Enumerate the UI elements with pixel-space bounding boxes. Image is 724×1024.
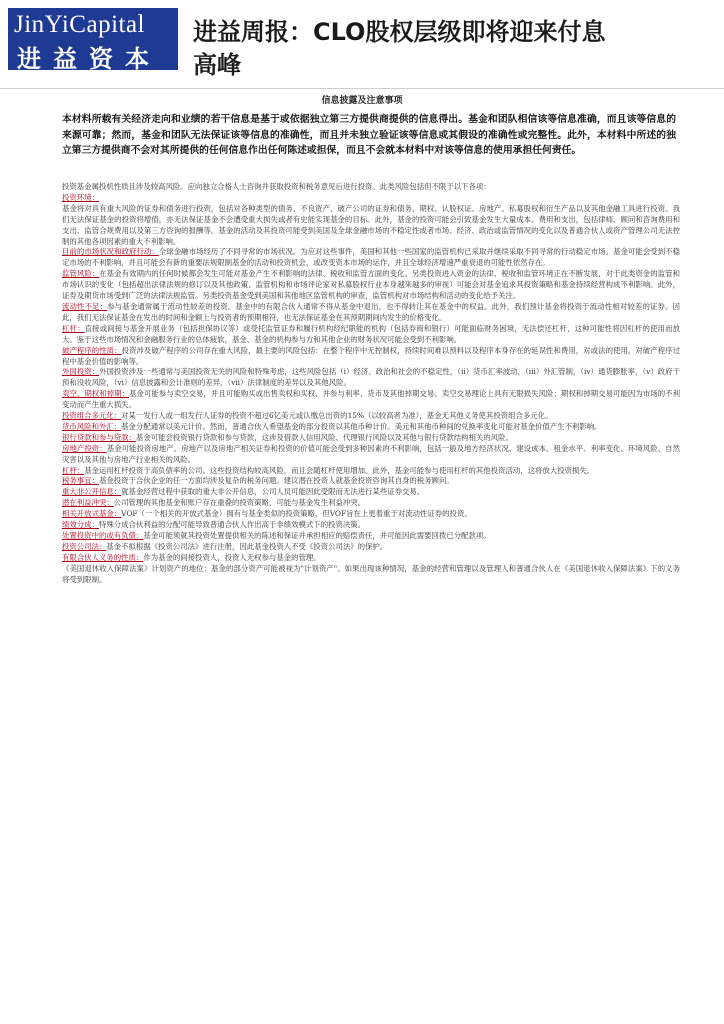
paragraph-heading: 税务事宜： bbox=[62, 476, 99, 486]
paragraph-heading: 杠杆： bbox=[62, 323, 85, 333]
disclosure-paragraph bbox=[62, 542, 680, 553]
paragraph-heading: 投资组合多元化： bbox=[62, 411, 122, 421]
paragraph-text: 基金将对具有重大风险的证券和债务进行投资，包括对各种类型的债务、不良资产、破产公司的证券和债务、期权、认股权证、房地产、私募股权和衍生产品以及其他金融工具进行投资。我们无法保证基金的投资将增值，亦无法保证基金不会遭受重大损失或者有史能实现基金的目标。此外，基金的投资可能会引致基金发生大量成本、费用和支出，包括律师、顾问和咨询费用和支出、监管合规费用以及第三方咨询的报酬等。基金的活动及其投资可能受到美国及全球金融市场的不稳定性或者市场、经济、政治或监管情况的变化以及普通合伙人或资产管理公司无法控制的其他各项因素的重大不利影响。 bbox=[62, 203, 680, 246]
logo-english-name: JinYiCapital bbox=[14, 11, 145, 38]
paragraph-heading: 投资环境： bbox=[62, 192, 99, 202]
paragraph-text: 就基金经营过程中获取的重大非公开信息，公司人员可能因此受限而无法进行某些证券交易。 bbox=[121, 487, 425, 497]
paragraph-heading: 处置投资中的或有负债： bbox=[62, 531, 144, 540]
paragraph-heading: 银行贷款和参与贷款： bbox=[62, 432, 136, 442]
disclosure-paragraph bbox=[62, 367, 680, 389]
disclosure-paragraph bbox=[62, 487, 680, 498]
paragraph-text: 投资基金属投机性质且涉及较高风险。应向独立合格人士咨询并获取投资和税务意见后进行投资。此类风险包括但不限于以下各项： bbox=[62, 182, 491, 191]
paragraph-text: 在基金有效期内的任何时候都会发生可能对基金产生不利影响的法律、税收和监管方面的变化。另类投资进入资金的法律、税收和监管环境正在不断发展，对于此类资金的监管和市场认识的变化（包括超出法律法规的修订以及其他政策、监管机构和市场评论家对私募股权行业本身越来越多的审视）可能会对基金追求其投资策略和基金持续经营构成不利影响。此外，证券及期货市场受到广泛的法律法规监管。另类投资基金受到美国和其他地区监管机构的审查，监管机构对市场结构和活动的变化给予关注。 bbox=[62, 269, 680, 301]
paragraph-text: 基金可能参与卖空交易，并且可能购买或出售卖权和买权，并参与利率、货币及其他掉期交易。卖空交易理论上具有无限损失风险；期权和掉期交易可能因为市场的不利变动而产生重大损失。 bbox=[62, 389, 680, 410]
paragraph-heading: 相关开放式基金： bbox=[62, 509, 122, 519]
paragraph-heading: 杠杆： bbox=[62, 465, 85, 475]
paragraph-text: 基金可能须就其投资处置提供相关的陈述和保证并承担相应的赔偿责任，并可能因此需要回拨已分配款项。 bbox=[143, 531, 491, 540]
disclosure-paragraph bbox=[62, 204, 680, 248]
disclosure-paragraph bbox=[62, 269, 680, 302]
paragraph-text: 基金不拟根据《投资公司法》进行注册，因此基金投资人不受《投资公司法》的保护。 bbox=[106, 541, 388, 551]
paragraph-heading: 房地产投资： bbox=[62, 443, 107, 453]
paragraph-text: 直接或间接与基金开展业务（包括担保协议等）或受托监管证券和履行机构经纪职能的机构（包括券商和银行）可能面临财务困境，无法偿还杠杆，这种可能性将因杠杆的使用而放大。鉴于这些市场情况和金融服务行业的总体疲软，基金、基金的机构参与方和其他企业的财务状况可能会受到不利影响。 bbox=[62, 323, 680, 344]
paragraph-text: 《美国退休收入保障法案》计划资产的地位：基金的部分资产可能被视为"计划资产"。如果出现该种情况，基金的经营和管理以及管理人和普通合伙人在《美国退休收入保障法案》下的义务将受到限制。 bbox=[62, 563, 680, 584]
paragraph-text: 作为基金的间接投资人，投资人无权参与基金的管理。 bbox=[143, 552, 321, 562]
paragraph-heading: 重大非公开信息： bbox=[62, 487, 122, 497]
section-title: 信息披露及注意事项 bbox=[321, 96, 403, 106]
paragraph-text: 基金分配通常以美元计价。然而，普通合伙人希望基金的部分投资以其他币种计价。美元和其他币种间的兑换率变化可能对基金价值产生不利影响。 bbox=[121, 421, 602, 431]
paragraph-heading: 流动性不足： bbox=[62, 301, 108, 311]
logo-chinese-name: 进益资本 bbox=[17, 45, 161, 73]
paragraph-text: 基金可能投资房地产。房地产以及房地产相关证券和投资的价值可能会受到多种因素的不利影响，包括一般及地方经济状况、建设成本、租金水平、利率变化、环境风险、自然灾害以及其他与房地产行业相关的风险。 bbox=[62, 443, 680, 464]
disclosure-paragraph bbox=[62, 182, 680, 193]
disclosure-body bbox=[62, 182, 680, 586]
disclaimer-intro: 本材料所载有关经济走向和业绩的若干信息是基于或依据独立第三方提供商提供的信息得出。基金和团队相信该等信息准确，而且该等信息的来源可靠；然而，基金和团队无法保证该等信息的准确性，而且并未独立验证该等信息或其假设的准确性或完整性。此外，本材料中所述的独立第三方提供商不会对其所提供的任何信息作出任何陈述或担保，而且不会就本材料中对该等信息的使用承担任何责任。 bbox=[62, 114, 676, 156]
paragraph-heading: 绩效分成： bbox=[62, 520, 99, 530]
disclosure-paragraph bbox=[62, 193, 680, 204]
disclosure-paragraph bbox=[62, 302, 680, 324]
disclosure-paragraph bbox=[62, 389, 680, 411]
disclosure-paragraph bbox=[62, 476, 680, 487]
paragraph-heading: 潜在利益冲突： bbox=[62, 498, 114, 508]
paragraph-heading: 有限合伙人义务的性质： bbox=[62, 552, 144, 562]
disclosure-paragraph bbox=[62, 531, 680, 542]
paragraph-heading: 破产程序的性质： bbox=[62, 345, 122, 355]
disclosure-paragraph bbox=[62, 422, 680, 433]
paragraph-heading: 货币风险和外汇： bbox=[62, 421, 122, 431]
paragraph-text: 投资涉及破产程序的公司存在重大风险，最主要的风险包括：在整个程序中无控制权，持续时间难以预料以及程序本身存在的延误性和费用，对或法的使用，对破产程序过程中基金价值的影响等。 bbox=[62, 345, 680, 366]
paragraph-heading: 卖空、期权和掉期： bbox=[62, 389, 130, 399]
paragraph-text: 公司管理的其他基金和账户存在重叠的投资策略，可能与基金发生利益冲突。 bbox=[113, 498, 366, 508]
company-logo bbox=[8, 8, 178, 73]
disclosure-paragraph bbox=[62, 466, 680, 477]
disclosure-paragraph bbox=[62, 509, 680, 520]
disclosure-paragraph bbox=[62, 247, 680, 269]
disclosure-paragraph bbox=[62, 520, 680, 531]
paragraph-heading: 投资公司法： bbox=[62, 541, 107, 551]
paragraph-text: 基金投资于合伙企业的任一方面均涉及复杂的税务问题。建议潜在投资人就基金投资咨询其自身的税务顾问。 bbox=[98, 476, 454, 486]
disclosure-paragraph bbox=[62, 564, 680, 586]
divider bbox=[0, 88, 724, 89]
report-title: 进益周报：CLO股权层级即将迎来付息高峰 bbox=[193, 18, 606, 79]
disclosure-paragraph bbox=[62, 411, 680, 422]
paragraph-text: 对某一发行人或一组发行人证券的投资不超过6亿美元或认缴总出资的15%（以较高者为准），基金无其他义务使其投资组合多元化。 bbox=[121, 411, 553, 421]
disclosure-paragraph bbox=[62, 324, 680, 346]
disclosure-paragraph bbox=[62, 498, 680, 509]
paragraph-text: 基金可能会投资银行贷款和参与贷款，这涉及借款人信用风险、代理银行风险以及其他与银行贷款结构相关的风险。 bbox=[135, 432, 513, 442]
paragraph-text: 基金运用杠杆投资于高负债率的公司。这些投资结构较高风险，而且会随杠杆使用增加。此外，基金可能参与使用杠杆的其他投资活动，这将放大投资损失。 bbox=[84, 465, 595, 475]
disclosure-paragraph bbox=[62, 553, 680, 564]
paragraph-text: VOF（一个相关的开放式基金）拥有与基金类似的投资策略，但VOF旨在上更着重于对流动性证券的投资。 bbox=[121, 509, 472, 519]
paragraph-heading: 目前的市场状况和政府行动： bbox=[62, 247, 159, 257]
paragraph-text: 外国投资涉及一些通常与美国投资无关的风险和特殊考虑，这些风险包括（i）经济、政治和社会的不稳定性，（ii）货币汇率波动，（iii）外汇管制，（iv）通货膨胀率，（v）政府干预和没收风险，（vi）信息披露和会计准则的差异，（vii）法律制度的差异以及其他风险。 bbox=[62, 367, 680, 388]
paragraph-text: 特殊分成合伙利益的分配可能导致普通合伙人作出高于非绩效模式下的投资决策。 bbox=[98, 520, 366, 530]
paragraph-text: 参与基金通常属于流动性较差的投资。基金中的有限合伙人通常不得从基金中退出，也不得转让其在基金中的权益。此外，我们预计基金将投资于流动性相对较差的证券。因此，我们无法保证基金在发出的时间和金额上与投资者的预期相符，也无法保证基金在其预期期间内发生的价格变化。 bbox=[62, 301, 680, 322]
disclosure-paragraph bbox=[62, 433, 680, 444]
paragraph-text: 全球金融市场经历了不同寻常的市场状况。为应对这些事件，美国和其他一些国家的监管机构已采取并继续采取不同寻常的行动稳定市场。基金可能会受到不稳定市场的不利影响，并且可能会有新的重要法规限制基金的活动和投资机会，或改变资本市场的运作，并且全球经济增速严重衰退的可能性依然存在。 bbox=[62, 247, 680, 268]
paragraph-heading: 外国投资： bbox=[62, 367, 100, 377]
disclosure-paragraph bbox=[62, 346, 680, 368]
disclosure-paragraph bbox=[62, 444, 680, 466]
paragraph-heading: 监管风险： bbox=[62, 269, 100, 279]
